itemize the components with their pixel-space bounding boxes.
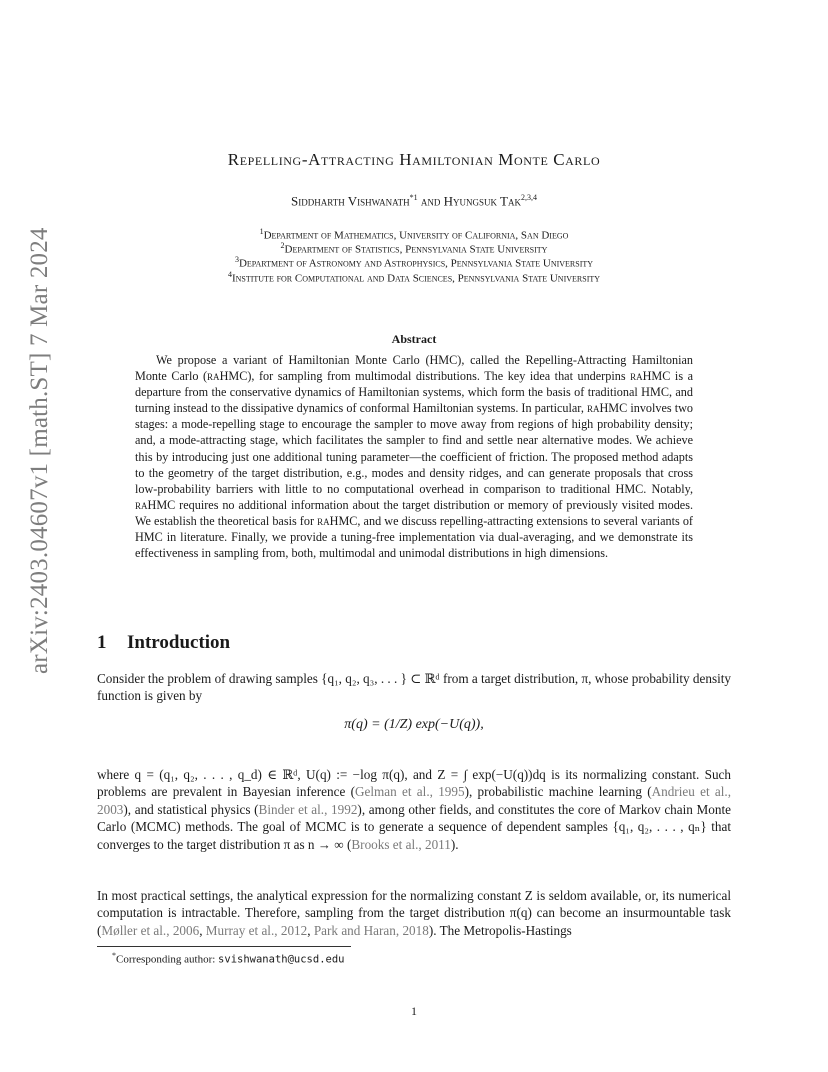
paragraph-text: ), and statistical physics ( [123, 801, 259, 817]
author-1: Siddharth Vishwanath [291, 193, 410, 209]
citation-link[interactable]: Murray et al., 2012 [205, 922, 308, 938]
citation-link[interactable]: Møller et al., 2006 [101, 922, 200, 938]
page-number: 1 [411, 1004, 417, 1018]
citation-link[interactable]: Andrieu et al., 2003 [97, 784, 731, 817]
paragraph-text: ), among other fields, and constitutes the core of Markov chain Monte Carlo (MCMC) methods. The goal of MCMC is to generate a sequence of dependent samples {q₁, q₂, . . . , qₙ} that converges to the target distribution π as n → ∞ ( [97, 801, 731, 852]
citation-link[interactable]: Park and Haran, 2018 [313, 922, 429, 938]
author-list [0, 193, 828, 209]
author-and: and [420, 193, 441, 209]
section-title: Introduction [127, 632, 231, 653]
abstract-text: HMC involves two stages: a mode-repelling stage to encourage the sampler to move away from regions of high probability density; and, a mode-attracting stage, which facilitates the sampler to find and settle near alternative modes. We achieve this by introducing just one additional tuning parameter—the coefficient of friction. The proposed method adapts to the geometry of the target distribution, e.g., modes and density ridges, and can generate proposals that cross low-probability barriers with little to no computational overhead in comparison to traditional HMC. Notably, [135, 401, 693, 496]
citation-link[interactable]: Gelman et al., 1995 [354, 784, 465, 800]
ra-prefix: ra [317, 513, 330, 528]
ra-prefix: ra [135, 497, 148, 512]
affiliation-2-text: Department of Statistics, Pennsylvania State University [284, 243, 548, 256]
abstract-heading: Abstract [391, 332, 437, 346]
ra-prefix: ra [207, 369, 220, 384]
section-number: 1 [97, 632, 107, 653]
paragraph-text: ), probabilistic machine learning ( [464, 784, 652, 800]
density-equation: π(q) = (1/Z) exp(−U(q)), [344, 717, 484, 732]
affiliation-1-sup: 1 [259, 227, 264, 236]
ra-prefix: ra [630, 369, 643, 384]
paragraph-text: where q = (q₁, q₂, . . . , q_d) ∈ ℝᵈ, U(q) := −log π(q), and Z = ∫ exp(−U(q))dq is its normalizing constant. Such problems are prevalent in Bayesian inference ( [97, 767, 731, 800]
paragraph-text: In most practical settings, the analytical expression for the normalizing constant Z is seldom available, or, its numerical computation is intractable. Therefore, sampling from the target distribution π(q) can become an insurmountable task ( [97, 888, 731, 938]
intro-paragraph-2 [97, 766, 731, 853]
affiliation-4-sup: 4 [227, 270, 232, 279]
intro-paragraph-3 [97, 887, 731, 939]
affiliation-4-text: Institute for Computational and Data Sciences, Pennsylvania State University [231, 272, 601, 285]
footnote-label: Corresponding author: [116, 953, 219, 966]
affiliation-3-text: Department of Astronomy and Astrophysics, Pennsylvania State University [238, 257, 594, 270]
affiliation-2-sup: 2 [280, 241, 285, 250]
author-2: Hyungsuk Tak [443, 193, 521, 209]
affiliation-1-text: Department of Mathematics, University of California, San Diego [263, 229, 569, 242]
section-heading [97, 632, 230, 654]
citation-link[interactable]: Brooks et al., 2011 [351, 836, 451, 852]
affiliation-3-sup: 3 [234, 255, 239, 264]
citation-link[interactable]: Binder et al., 1992 [258, 801, 358, 817]
paragraph-text: , [199, 922, 206, 938]
author-1-sup: *1 [409, 193, 418, 202]
abstract-body [135, 352, 693, 561]
paragraph-text: ). [450, 836, 459, 852]
affiliation-4 [0, 268, 828, 286]
footnote [112, 951, 344, 966]
footnote-rule [97, 946, 351, 947]
author-2-sup: 2,3,4 [520, 193, 537, 202]
abstract-text: HMC, and we discuss repelling-attracting extensions to several variants of HMC in literature. Finally, we provide a tuning-free implementation via dual-averaging, and we demonstrate its effectiveness in sampling from, both, multimodal and unimodal distributions in high dimensions. [135, 513, 693, 561]
ra-prefix: ra [586, 401, 600, 416]
footnote-email[interactable]: svishwanath@ucsd.edu [218, 953, 345, 966]
abstract-text: We propose a variant of Hamiltonian Monte Carlo (HMC), called the Repelling-Attracting Hamiltonian Monte Carlo ( [135, 353, 693, 384]
abstract-text: HMC is a departure from the conservative dynamics of Hamiltonian systems, which form the basis of traditional HMC, and turning instead to the dissipative dynamics of conformal Hamiltonian systems. In particular, [135, 369, 694, 416]
arxiv-stamp-text: arXiv:2403.04607v1 [math.ST] 7 Mar 2024 [26, 227, 53, 674]
abstract-text: HMC requires no additional information about the target distribution or memory of previously visited modes. We establish the theoretical basis for [135, 497, 693, 528]
footnote-mark: * [112, 951, 116, 960]
paper-title: Repelling-Attracting Hamiltonian Monte Carlo [227, 150, 601, 169]
paragraph-text: , [307, 922, 314, 938]
intro-paragraph-1: Consider the problem of drawing samples {q₁, q₂, q₃, . . . } ⊂ ℝᵈ from a target distribution, π, whose probability density function is given by [97, 671, 732, 704]
paragraph-text: ). The Metropolis-Hastings [428, 922, 572, 938]
abstract-text: HMC), for sampling from multimodal distributions. The key idea that underpins [219, 369, 631, 384]
